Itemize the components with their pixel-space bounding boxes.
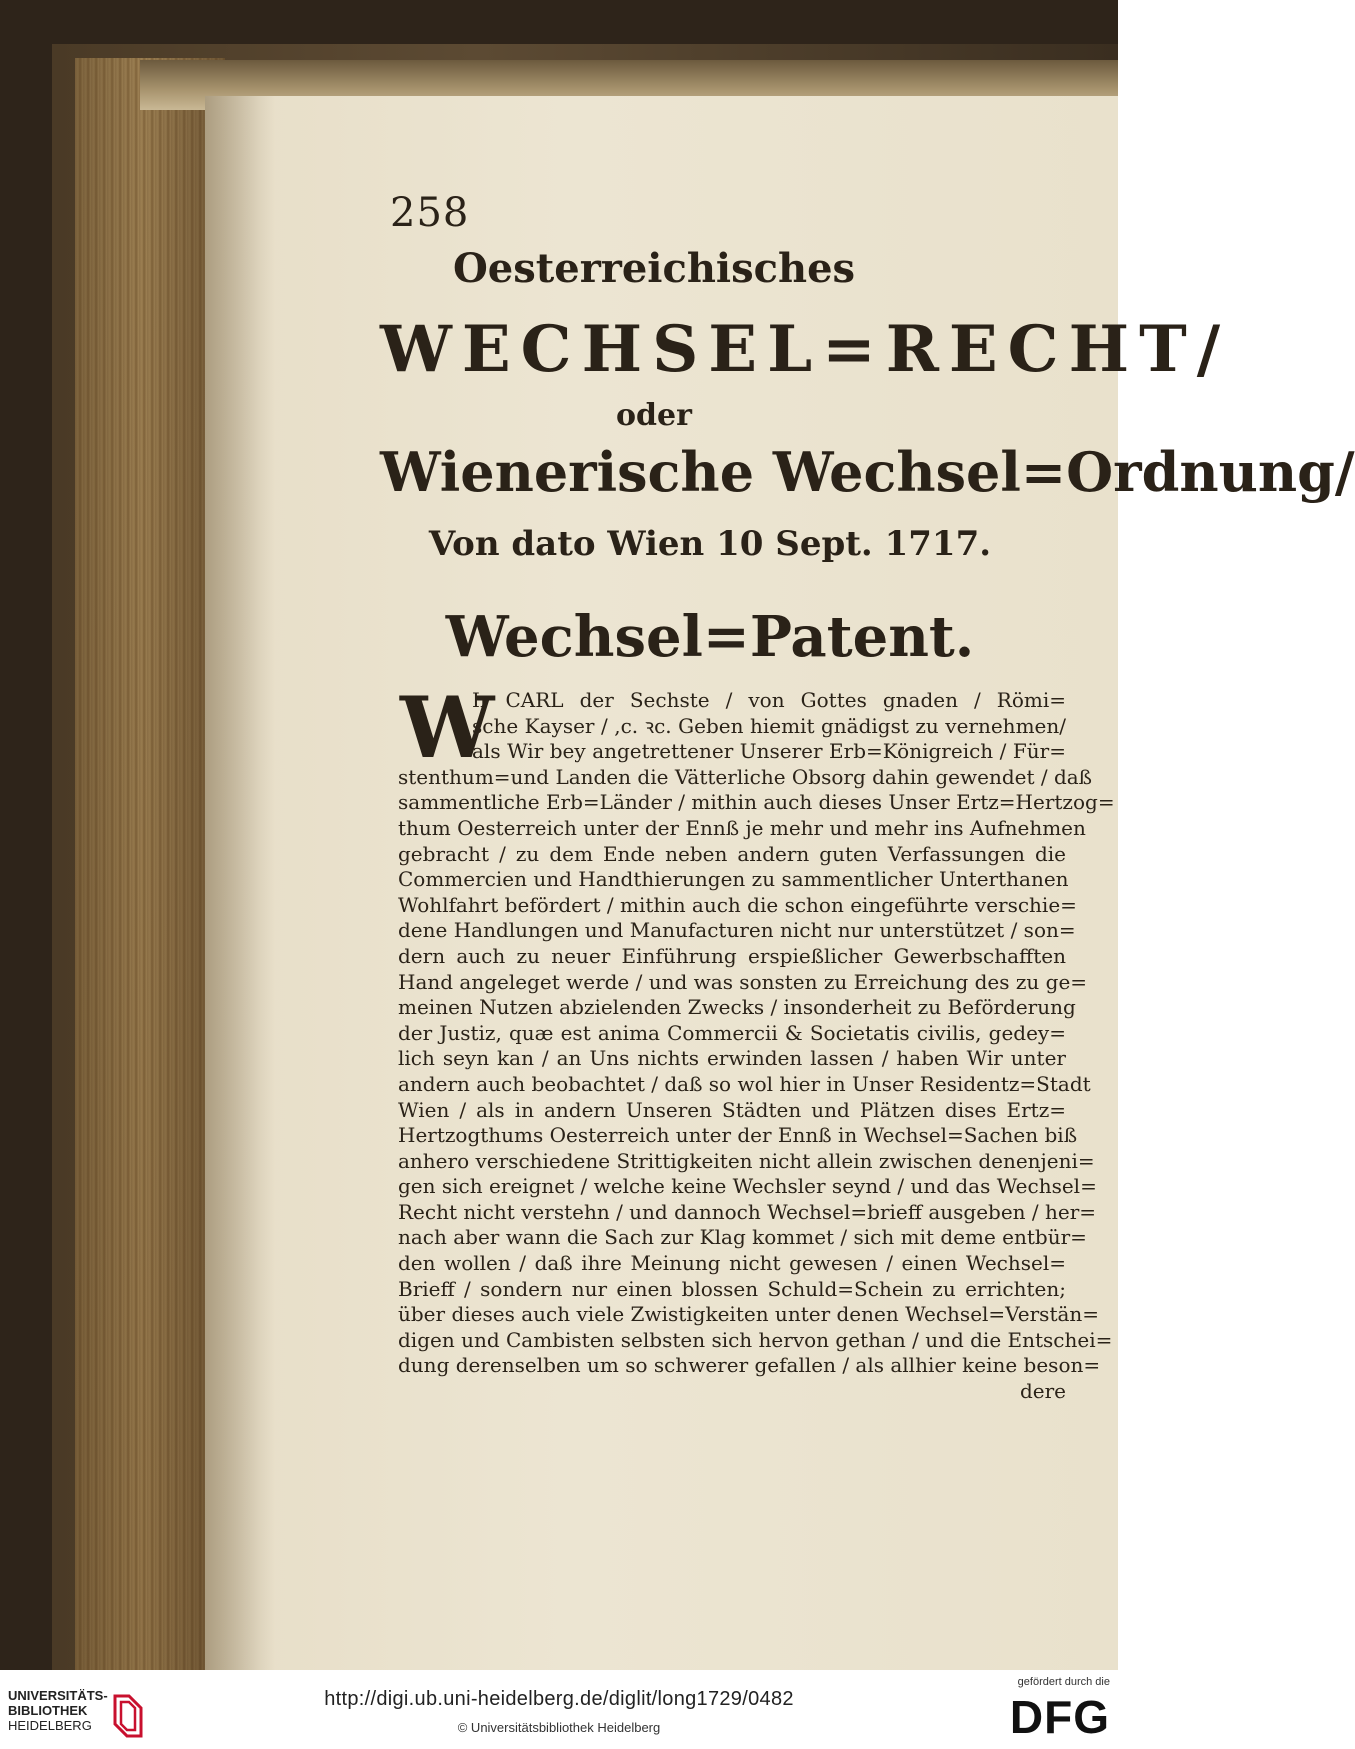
- title-line-2: WECHSEL=RECHT/: [380, 312, 1231, 387]
- dfg-caption: gefördert durch die: [1017, 1676, 1110, 1688]
- body-line: stenthum=und Landen die Vätterliche Obsorg dahin gewendet / daß: [398, 764, 1093, 789]
- body-line: über dieses auch viele Zwistigkeiten unter denen Wechsel=Verstän=: [398, 1302, 1100, 1327]
- body-line: gebracht / zu dem Ende neben andern guten Verfassungen die: [398, 841, 1066, 866]
- body-line: dung derenselben um so schwerer gefallen / als allhier keine beson=: [398, 1353, 1101, 1378]
- body-line: thum Oesterreich unter der Ennß je mehr und mehr ins Aufnehmen: [398, 815, 1086, 840]
- title-line-4: Wienerische Wechsel=Ordnung/: [380, 440, 1355, 504]
- catchword: dere: [1019, 1379, 1066, 1404]
- drop-cap-initial: W: [400, 678, 495, 777]
- body-line: Recht nicht verstehn / und dannoch Wechsel=brieff ausgeben / her=: [398, 1199, 1097, 1224]
- body-line: anhero verschiedene Strittigkeiten nicht allein zwischen denenjeni=: [398, 1148, 1095, 1173]
- viewer-footer: [0, 1670, 1118, 1749]
- body-line: Wohlfahrt befördert / mithin auch die schon eingeführte verschie=: [398, 892, 1077, 917]
- body-line: digen und Cambisten selbsten sich hervon gethan / und die Entschei=: [398, 1327, 1113, 1352]
- body-line: gen sich ereignet / welche keine Wechsler seynd / und das Wechsel=: [398, 1174, 1097, 1199]
- page-url-link[interactable]: http://digi.ub.uni-heidelberg.de/diglit/long1729/0482: [324, 1688, 794, 1710]
- title-line-1: Oesterreichisches: [452, 245, 856, 292]
- body-line: dene Handlungen und Manufacturen nicht nur unterstützet / son=: [398, 918, 1076, 943]
- library-name-line-1: UNIVERSITÄTS-: [8, 1688, 108, 1703]
- body-line: sche Kayser / ,c. ꝛc. Geben hiemit gnädigst zu vernehmen/: [472, 713, 1066, 738]
- title-line-3: oder: [616, 398, 692, 433]
- library-name-line-2: BIBLIOTHEK: [8, 1703, 88, 1718]
- dfg-logo-icon: DFG: [1009, 1691, 1110, 1743]
- body-text: [398, 678, 1115, 1405]
- copyright-notice: © Universitätsbibliothek Heidelberg: [457, 1720, 661, 1735]
- body-line: nach aber wann die Sach zur Klag kommet / sich mit deme entbür=: [398, 1225, 1087, 1250]
- body-line: lich seyn kan / an Uns nichts erwinden lassen / haben Wir unter: [398, 1046, 1066, 1071]
- body-line: Wien / als in andern Unseren Städten und Plätzen dises Ertz=: [398, 1097, 1066, 1122]
- body-line: der Justiz, quæ est anima Commercii & Societatis civilis, gedey=: [398, 1020, 1066, 1045]
- body-line: dern auch zu neuer Einführung erspießlicher Gewerbschafften: [398, 943, 1066, 968]
- section-heading: Wechsel=Patent.: [445, 604, 975, 670]
- body-line: Commercien und Handthierungen zu sammentlicher Unterthanen: [398, 867, 1069, 892]
- dfg-funding-logo[interactable]: [975, 1676, 1110, 1746]
- page-gutter-shadow: [205, 96, 275, 1670]
- body-line: den wollen / daß ihre Meinung nicht gewesen / einen Wechsel=: [398, 1251, 1066, 1276]
- body-line: sammentliche Erb=Länder / mithin auch dieses Unser Ertz=Hertzog=: [398, 790, 1115, 815]
- body-line: andern auch beobachtet / daß so wol hier in Unser Residentz=Stadt: [398, 1071, 1091, 1096]
- library-name-line-3: HEIDELBERG: [8, 1718, 92, 1733]
- body-line: Ir CARL der Sechste / von Gottes gnaden / Römi=: [472, 688, 1066, 712]
- body-line: meinen Nutzen abzielenden Zwecks / insonderheit zu Beförderung: [398, 995, 1076, 1020]
- body-line: Hertzogthums Oesterreich unter der Ennß in Wechsel=Sachen biß: [398, 1123, 1078, 1148]
- page-number: 258: [390, 190, 470, 236]
- body-line: Hand angeleget werde / und was sonsten zu Erreichung des zu ge=: [398, 969, 1088, 994]
- page-edges-shadow: [75, 58, 225, 1670]
- body-line: Brieff / sondern nur einen blossen Schuld=Schein zu errichten;: [398, 1276, 1066, 1301]
- body-line: als Wir bey angetrettener Unserer Erb=Königreich / Für=: [472, 739, 1066, 764]
- title-date-line: Von dato Wien 10 Sept. 1717.: [428, 524, 992, 564]
